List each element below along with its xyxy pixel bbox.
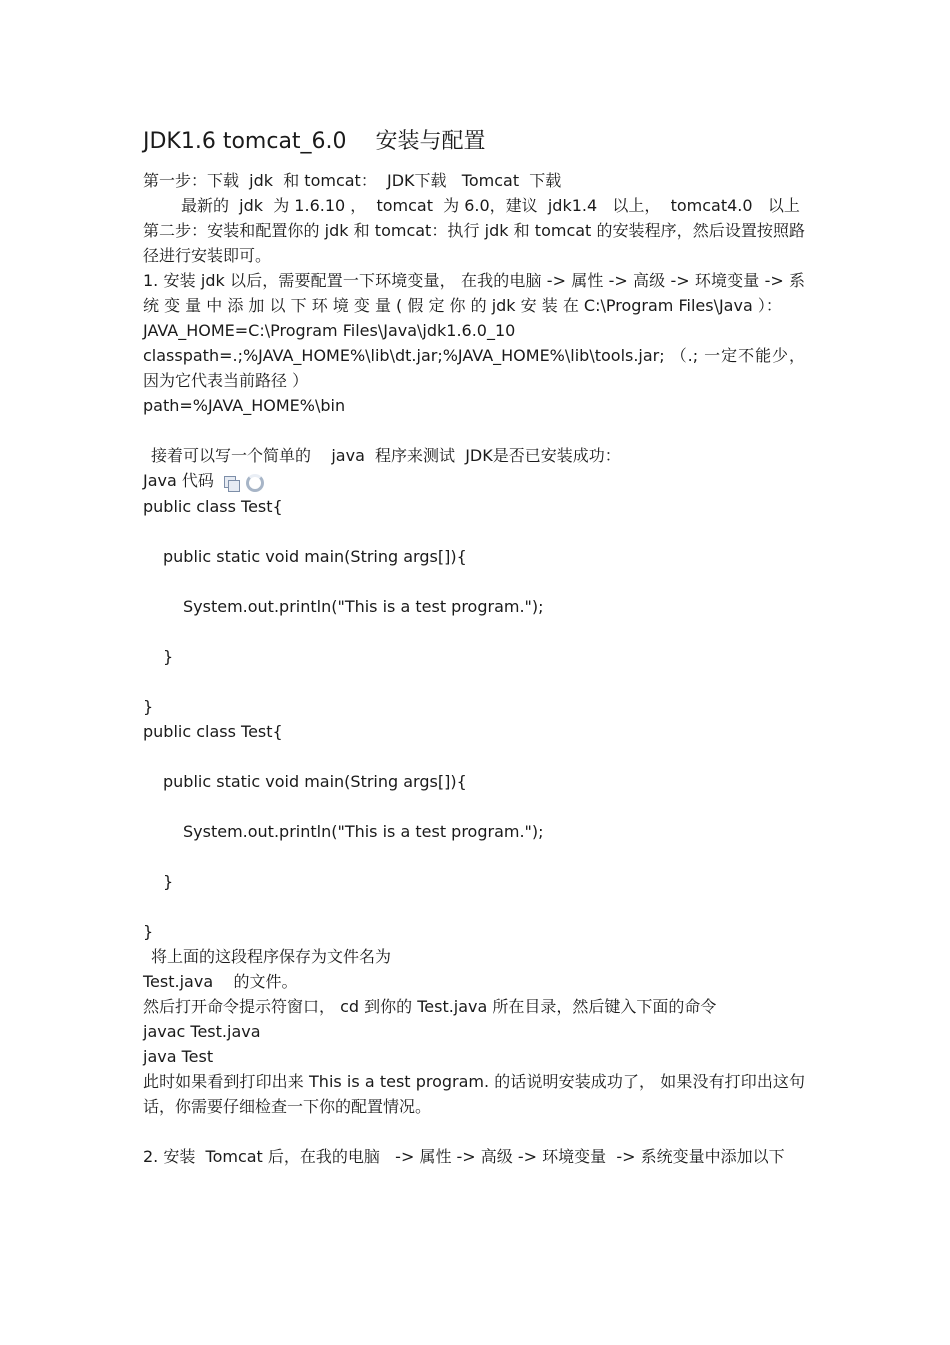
classpath-paragraph: classpath=.;%JAVA_HOME%\lib\dt.jar;%JAVA_HOME%\lib\tools.jar; （.; 一定不能少，因为它代表当前路径 ） [143, 346, 805, 390]
spacer [143, 569, 805, 594]
java-run-command: java Test [143, 1047, 214, 1066]
env-vars-paragraph: 1. 安装 jdk 以后，需要配置一下环境变量， 在我的电脑 -> 属性 -> 高级 -> 环境变量 -> 系 统 变 量 中 添 加 以 下 环 境 变 量 ( 假 定 你 的 jdk 安 装 在 C:\Program Files\Java ）： [143, 271, 805, 315]
java-code-label: Java 代码 [143, 471, 214, 490]
java-home-line: JAVA_HOME=C:\Program Files\Java\jdk1.6.0_10 [143, 321, 516, 340]
code-line: } [143, 697, 154, 716]
spacer [143, 894, 805, 919]
spacer [143, 418, 805, 443]
file-name-line: Test.java 的文件。 [143, 972, 298, 991]
path-line: path=%JAVA_HOME%\bin [143, 396, 346, 415]
latest-version-line: 最新的 jdk 为 1.6.10 ， tomcat 为 6.0，建议 jdk1.4 以上， tomcat4.0 以上 [181, 196, 800, 215]
result-paragraph: 此时如果看到打印出来 This is a test program. 的话说明安装成功了， 如果没有打印出这句话，你需要仔细检查一下你的配置情况。 [143, 1072, 805, 1116]
test-intro-line: 接着可以写一个简单的 java 程序来测试 JDK是否已安装成功： [151, 446, 621, 465]
refresh-icon[interactable] [246, 474, 264, 492]
code-line: public class Test{ [143, 497, 283, 516]
code-line: } [163, 872, 174, 891]
copy-icon[interactable] [224, 476, 238, 490]
spacer [143, 669, 805, 694]
spacer [143, 844, 805, 869]
spacer [143, 519, 805, 544]
tomcat-env-line: 2. 安装 Tomcat 后，在我的电脑 -> 属性 -> 高级 -> 环境变量 -> 系统变量中添加以下 [143, 1147, 785, 1166]
step1-line: 第一步：下载 jdk 和 tomcat： JDK下载 Tomcat 下载 [143, 171, 562, 190]
step2-paragraph: 第二步：安装和配置你的 jdk 和 tomcat：执行 jdk 和 tomcat 的安装程序，然后设置按照路径进行安装即可。 [143, 221, 805, 265]
spacer [143, 744, 805, 769]
code-line: public class Test{ [143, 722, 283, 741]
code-toolbar [224, 469, 264, 494]
open-cmd-paragraph: 然后打开命令提示符窗口， cd 到你的 Test.java 所在目录，然后键入下面的命令 [143, 997, 717, 1016]
code-line: System.out.println("This is a test program."); [183, 597, 544, 616]
code-line: } [163, 647, 174, 666]
document-page [143, 128, 805, 1169]
code-line: System.out.println("This is a test program."); [183, 822, 544, 841]
code-line: public static void main(String args[]){ [163, 547, 467, 566]
javac-command: javac Test.java [143, 1022, 261, 1041]
spacer [143, 1119, 805, 1144]
code-line: public static void main(String args[]){ [163, 772, 467, 791]
code-line: } [143, 922, 154, 941]
page-title: JDK1.6 tomcat_6.0 安装与配置 [143, 129, 486, 154]
spacer [143, 794, 805, 819]
save-as-line: 将上面的这段程序保存为文件名为 [151, 947, 392, 966]
java-code-label-line [143, 468, 805, 494]
spacer [143, 619, 805, 644]
